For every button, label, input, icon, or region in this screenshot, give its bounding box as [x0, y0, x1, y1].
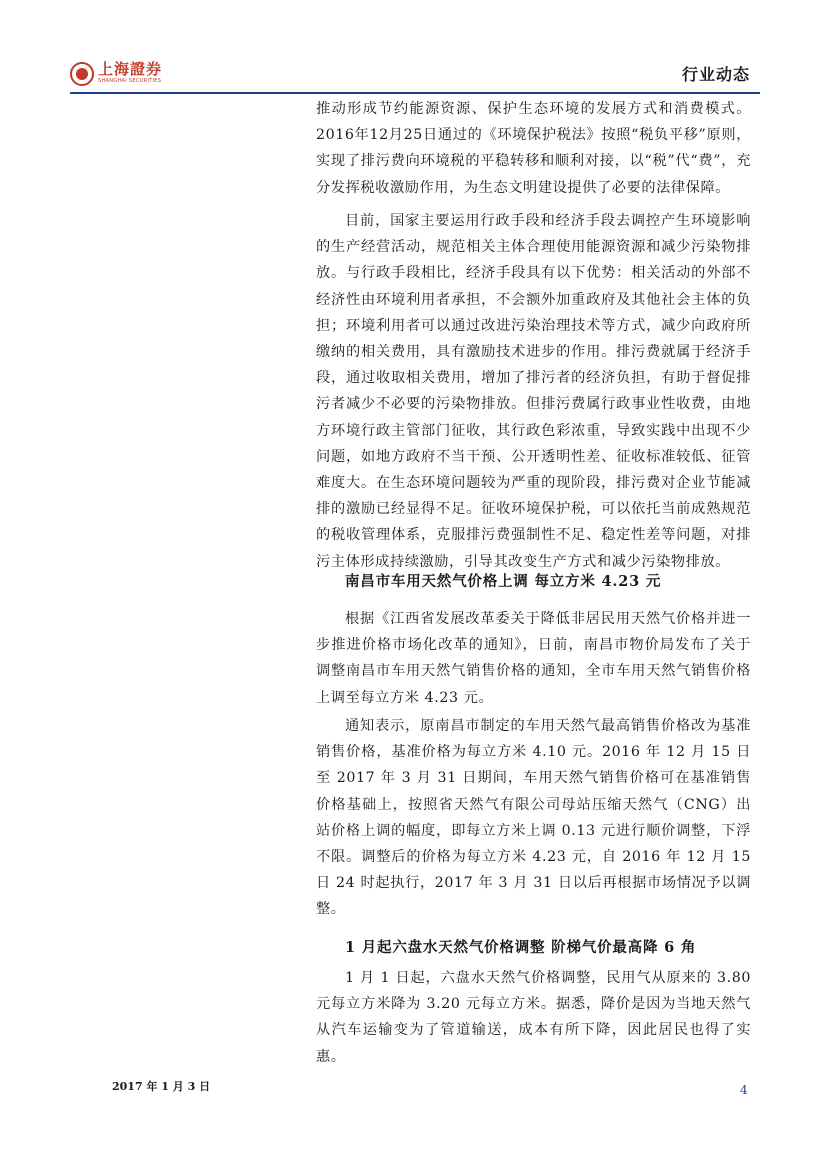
subheading-nanchang: 南昌市车用天然气价格上调 每立方米 4.23 元 [345, 573, 662, 590]
subheading-liupanshui: 1 月起六盘水天然气价格调整 阶梯气价最高降 6 角 [345, 939, 697, 956]
page-number: 4 [740, 1083, 748, 1097]
paragraph-2: 目前，国家主要运用行政手段和经济手段去调控产生环境影响的生产经营活动，规范相关主体合理使用能源资源和减少污染物排放。与行政手段相比，经济手段具有以下优势：相关活动的外部不经济性由环境利用者承担，不会额外加重政府及其他社会主体的负担；环境利用者可以通过改进污染治理技术等方式，减少向政府所缴纳的相关费用，具有激励技术进步的作用。排污费就属于经济手段，通过收取相关费用，增加了排污者的经济负担，有助于督促排污者减少不必要的污染物排放。但排污费属行政事业性收费，由地方环境行政主管部门征收，其行政色彩浓重，导致实践中出现不少问题，如地方政府不当干预、公开透明性差、征收标准较低、征管难度大。在生态环境问题较为严重的现阶段，排污费对企业节能减排的激励已经显得不足。征收环境保护税，可以依托当前成熟规范的税收管理体系，克服排污费强制性不足、稳定性差等问题，对排污主体形成持续激励，引导其改变生产方式和减少污染物排放。 [316, 213, 751, 570]
paragraph-1: 推动形成节约能源资源、保护生态环境的发展方式和消费模式。2016年12月25日通过的《环境保护税法》按照“税负平移”原则，实现了排污费向环境税的平稳转移和顺利对接，以“税”代“费”，充分发挥税收激励作用，为生态文明建设提供了必要的法律保障。 [316, 101, 751, 196]
logo-text: 上海證券 [98, 60, 163, 78]
paragraph-5: 1 月 1 日起，六盘水天然气价格调整，民用气从原来的 3.80 元每立方米降为 3.20 元每立方米。据悉，降价是因为当地天然气从汽车运输变为了管道输送，成本有所下降，因此居民也得了实惠。 [316, 970, 751, 1065]
report-date: 2017 年 1 月 3 日 [112, 1080, 211, 1093]
logo-subtext: SHANGHAI SECURITIES [98, 78, 162, 84]
paragraph-3: 根据《江西省发展改革委关于降低非居民用天然气价格并进一步推进价格市场化改革的通知》，日前，南昌市物价局发布了关于调整南昌市车用天然气销售价格的通知，全市车用天然气销售价格上调至每立方米 4.23 元。 [316, 611, 751, 706]
header-divider [70, 92, 760, 94]
logo-emblem-icon [70, 62, 94, 86]
paragraph-4: 通知表示，原南昌市制定的车用天然气最高销售价格改为基准销售价格，基准价格为每立方米 4.10 元。2016 年 12 月 15 日至 2017 年 3 月 31 日期间，车用天然气销售价格可在基准销售价格基础上，按照省天然气有限公司母站压缩天然气（CNG）出站价格上调的幅度，即每立方米上调 0.13 元进行顺价调整，下浮不限。调整后的价格为每立方米 4.23 元，自 2016 年 12 月 15 日 24 时起执行，2017 年 3 月 31 日以后再根据市场情况予以调整。 [316, 718, 751, 918]
section-title: 行业动态 [681, 65, 750, 84]
company-logo [70, 58, 190, 90]
page-header [70, 50, 760, 94]
